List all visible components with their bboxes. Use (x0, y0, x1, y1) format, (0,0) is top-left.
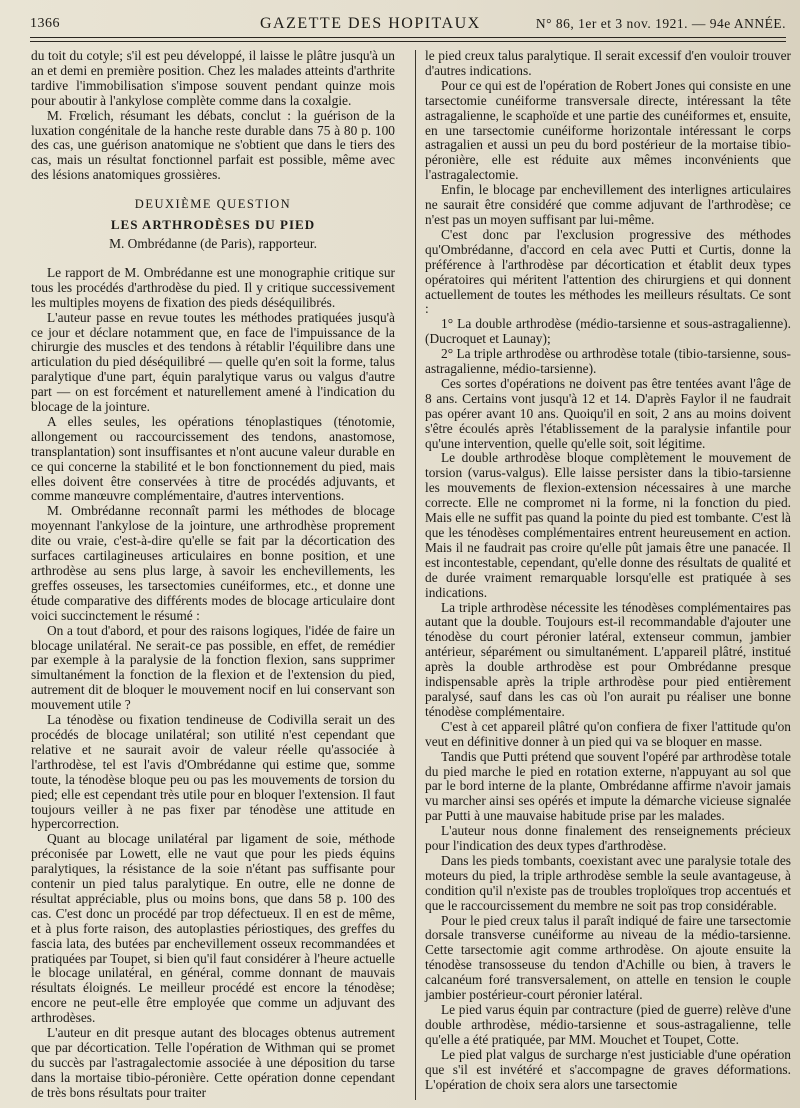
paragraph: Le rapport de M. Ombrédanne est une monographie critique sur tous les procédés d'arthrodèse du pied. Il y critique successivement les multiples moyens de fixation des pieds déséquilibrés. (31, 264, 395, 310)
rapporteur-line: M. Ombrédanne (de Paris), rapporteur. (109, 235, 317, 251)
right-column (425, 49, 791, 1092)
paragraph: le pied creux talus paralytique. Il serait excessif d'en vouloir trouver d'autres indications. (425, 48, 791, 78)
header-rule-bottom (30, 41, 786, 42)
paragraph: Quant au blocage unilatéral par ligament de soie, méthode préconisée par Lowett, elle ne vaut que pour les pieds équins paralytiques, la résistance de la soie n'étant pas suffisante pour contenir un pied talus paralytique. En outre, elle ne donne de résultat appréciable, plus ou moins bons, que dans 58 p. 100 des cas. C'est donc un procédé par trop défectueux. Il en est de même, et à plus forte raison, des autoplasties périostiques, des greffes du fascia lata, des butées par enchevillement osseux recommandées et pratiquées par Toupet, si bien qu'il faut considérer à l'heure actuelle le blocage unilatéral, en général, comme donnant de mauvais résultats éloignés. Le meilleur procédé est encore la ténodèse; encore ne peut-elle être employée que comme un adjuvant des arthrodèses. (31, 831, 395, 1026)
section-title: DEUXIÈME QUESTION (134, 197, 292, 212)
paragraph: Ces sortes d'opérations ne doivent pas être tentées avant l'âge de 8 ans. Certains vont jusqu'à 12 et 14. D'après Faylor il ne faudrait pas opérer avant 10 ans. Quoiqu'il en soit, 2 ans au moins doivent s'être écoulés après l'établissement de la paralysie infantile pour qu'une intervention, quelle qu'elle soit, soit légitime. (425, 375, 791, 451)
column-separator (415, 50, 416, 1100)
paragraph: M. Ombrédanne reconnaît parmi les méthodes de blocage moyennant l'ankylose de la jointure, une arthrodhèse proprement dite ou vraie, c'est-à-dire qu'elle se fait par la décortication des surfaces cartilagineuses articulaires en bonne position, et une arthrodèse au sens plus large, à savoir les enchevillements, les greffes osseuses, les tarsectomies cunéiformes, etc., et donne une étude comparative des différents modes de blocage articulaire dont voici succinctement le résumé : (31, 503, 395, 623)
paragraph: Tandis que Putti prétend que souvent l'opéré par arthrodèse totale du pied marche le pied en rotation externe, n'appuyant au sol que par le bord interne de la plante, Ombrédanne affirme n'avoir jamais vu marcher ainsi ses opérés et impute la démarche vicieuse signalée par Putti à une mauvaise habitude prise par les malades. (425, 748, 791, 824)
paragraph: Dans les pieds tombants, coexistant avec une paralysie totale des moteurs du pied, la triple arthrodèse semble la seule avantageuse, à condition qu'il n'existe pas de troubles troploïques trop accentués et que le raccourcissement du membre ne soit pas trop considérable. (425, 852, 791, 913)
left-column (31, 49, 395, 1101)
subsection-title: LES ARTHRODÈSES DU PIED (110, 217, 316, 233)
page-header (30, 12, 786, 38)
paragraph: Pour le pied creux talus il paraît indiqué de faire une tarsectomie dorsale transverse cunéiforme au niveau de la médio-tarsienne. Cette tarsectomie agit comme arthrodèse. On ajoute ensuite la ténodèse transosseuse du tendon d'Achille ou bien, à travers le calcanéum foré transversalement, on attelle en tension le couple jambier postérieur-court péronier latéral. (425, 912, 791, 1003)
paragraph: L'auteur en dit presque autant des blocages obtenus autrement que par décortication. Telle l'opération de Withman qui se promet du succès par l'astragalectomie associée à une déposition du tarse dans la mortaise tibio-péronière. Cette opération donne cependant de très bons résultats pour traiter (31, 1025, 395, 1100)
paragraph: Le pied plat valgus de surcharge n'est justiciable d'une opération que s'il est invétéré et s'accompagne de graves déformations. L'opération de choix sera alors une tarsectomie (425, 1046, 791, 1092)
header-rule-top (30, 37, 786, 38)
paragraph: Le pied varus équin par contracture (pied de guerre) relève d'une double arthrodèse, médio-tarsienne et sous-astragalienne, telle qu'elle a été pratiquée, par MM. Mouchet et Toupet, Cotte. (425, 1002, 791, 1047)
journal-title: GAZETTE DES HOPITAUX (260, 15, 481, 32)
paragraph: La ténodèse ou fixation tendineuse de Codivilla serait un des procédés de blocage unilatéral; son utilité n'est cependant que relative et ne saurait avoir de valeur réelle qu'associée à l'arthrodèse, tel est l'avis d'Ombrédanne qui estime que, somme toute, la ténodèse bloque peu ou pas les mouvements de torsion du pied; elle est cependant très utile pour en bloquer l'extension. Il faut toujours veiller à ne pas fixer par ténodèse une attitude en hypercorrection. (31, 712, 395, 832)
paragraph: La triple arthrodèse nécessite les ténodèses complémentaires pas autant que la double. Toujours est-il recommandable d'ajouter une ténodèse du court péronier latéral, extenseur commun, jambier antérieur, séparément ou simultanément. L'appareil plâtré, institué après la double arthrodèse est pour Ombrédanne presque indispensable après la triple arthrodèse pour pied entièrement paralysé, sauf dans les cas où l'on aurait pu réaliser une bonne ténodèse complémentaire. (425, 599, 791, 719)
paragraph: A elles seules, les opérations ténoplastiques (ténotomie, allongement ou raccourcissement des tendons, anastomose, transplantation) sont insuffisantes et n'ont aucune valeur durable en ce qui concerne la stabilité et le bon fonctionnement du pied, mais elles doivent être conservées à titre de procédés adjuvants, et comme manœuvre complémentaire, d'autres interventions. (31, 413, 395, 504)
paragraph: Pour ce qui est de l'opération de Robert Jones qui consiste en une tarsectomie cunéiforme transversale directe, intéressant la tête astragalienne, le scaphoïde et une partie des cunéiformes et, ensuite, en une tarsectomie cunéiforme horizontale intéressant le corps astragalien et aussi un peu du bord postérieur de la mortaise tibio-péronière, elle est réduite aux mêmes inconvénients que l'astragalectomie. (425, 77, 791, 183)
paragraph: C'est donc par l'exclusion progressive des méthodes qu'Ombrédanne, d'accord en cela avec Putti et Curtis, donne la préférence à l'arthrodèse par décortication et établit deux types opératoires qui méritent l'attention des chirurgiens et qui donnent actuellement de toutes les méthodes les meilleurs résultats. Ce sont : (425, 226, 791, 317)
paragraph: L'auteur passe en revue toutes les méthodes pratiquées jusqu'à ce jour et déclare notamment que, en face de l'impuissance de la chirurgie des muscles et des tendons à rétablir l'équilibre dans une articulation du pied déséquilibré — quelle qu'en soit la forme, talus paralytique d'une part, équin paralytique varus ou valgus d'autre part — on est forcément et naturellement amené à l'indication du blocage de la jointure. (31, 309, 395, 415)
paragraph: 2° La triple arthrodèse ou arthrodèse totale (tibio-tarsienne, sous-astragalienne, médio-tarsienne). (425, 346, 791, 377)
issue-info: N° 86, 1er et 3 nov. 1921. — 94e ANNÉE. (535, 16, 786, 31)
paragraph: Enfin, le blocage par enchevillement des interlignes articulaires ne saurait être considéré que comme adjuvant de l'arthrodèse; ce n'est pas un moyen suffisant par lui-même. (425, 182, 791, 227)
paragraph: C'est à cet appareil plâtré qu'on confiera de fixer l'attitude qu'on veut en définitive donner à un pied qui va se bloquer en masse. (425, 718, 791, 749)
paragraph: On a tout d'abord, et pour des raisons logiques, l'idée de faire un blocage unilatéral. Ne serait-ce pas possible, en effet, de remédier par exemple à la paralysie de la fonction flexion, sans supprimer simultanément la fonction de la flexion et de l'extension du pied, autrement dit de bloquer le mouvement nocif en lui conservant son mouvement utile ? (31, 622, 395, 713)
paragraph: M. Frœlich, résumant les débats, conclut : la guérison de la luxation congénitale de la hanche reste durable dans 75 à 80 p. 100 des cas, une guérison anatomique ne s'obtient que dans le tiers des cas, mais un résultat fonctionnel parfait est possible, même avec des lésions anatomiques grossières. (31, 107, 395, 183)
paragraph: 1° La double arthrodèse (médio-tarsienne et sous-astragalienne). (Ducroquet et Launay); (425, 316, 791, 347)
paragraph: du toit du cotyle; s'il est peu développé, il laisse le plâtre jusqu'à un an et demi en première position. Chez les malades atteints d'arthrite tardive l'immobilisation s'impose souvent pendant quinze mois pour aboutir à l'ankylose complète comme dans la coxalgie. (31, 48, 395, 108)
paragraph: Le double arthrodèse bloque complètement le mouvement de torsion (varus-valgus). Elle laisse persister dans la tibio-tarsienne les mouvements de flexion-extension nécessaires à une marche correcte. Elle ne compromet ni la forme, ni la fonction du pied. Mais elle ne suffit pas quand la pointe du pied est tombante. C'est là que les ténodèses complémentaires entrent heureusement en action. Mais il ne faudrait pas croire qu'elle pût jamais être une panacée. Il est incontestable, cependant, qu'elle donne des résultats de qualité et de durée vraiment remarquable lorsqu'elle est pratiquée à ses indications. (425, 450, 791, 600)
page-number: 1366 (30, 16, 60, 31)
paragraph: L'auteur nous donne finalement des renseignements précieux pour l'indication des deux types d'arthrodèse. (425, 823, 791, 854)
